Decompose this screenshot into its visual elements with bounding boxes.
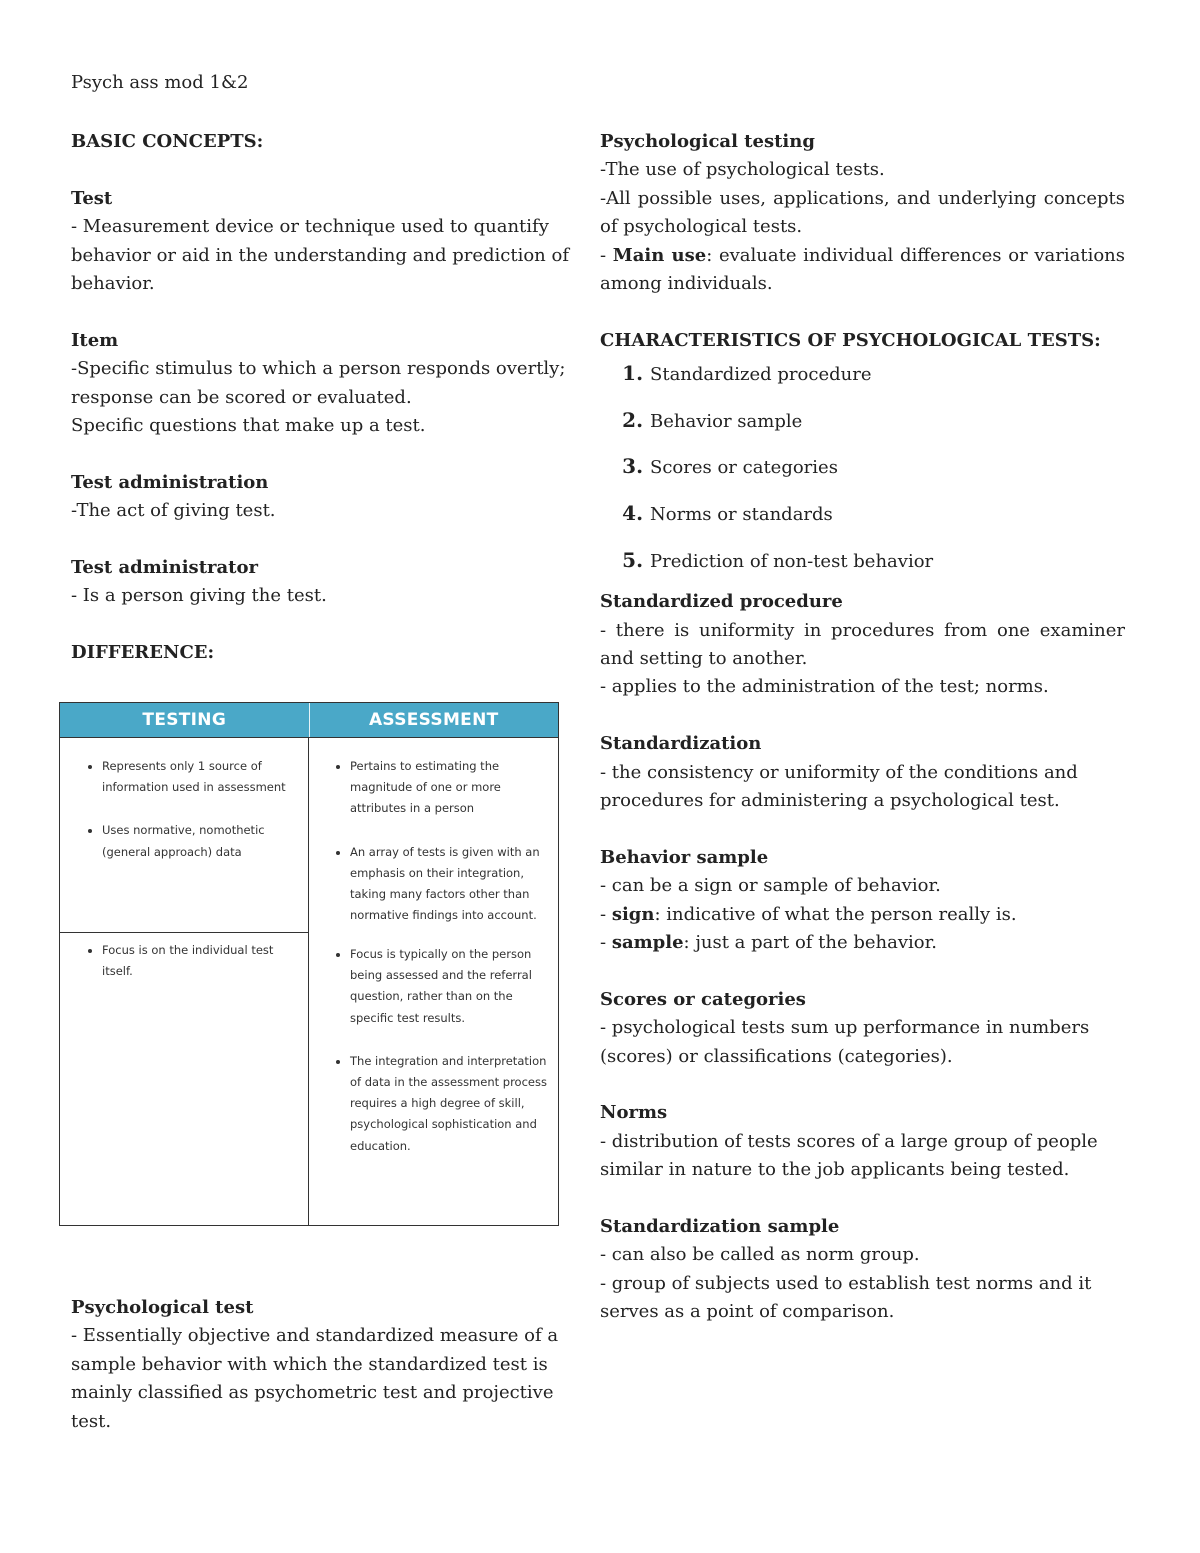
assessment-cell-top xyxy=(330,756,555,948)
standardized-procedure-heading: Standardized procedure xyxy=(600,591,843,613)
list-item: 1. Standardized procedure xyxy=(650,359,1125,389)
list-item: • Uses normative, nomothetic (general approach) data xyxy=(102,820,292,862)
list-item: 2. Behavior sample xyxy=(650,406,1125,436)
list-item: • The integration and interpretation of data in the assessment process requires a high degree of skill, psychological sophistication and education. xyxy=(350,1051,555,1157)
psychological-test-section xyxy=(71,1294,586,1436)
basic-concepts-heading: BASIC CONCEPTS: xyxy=(71,131,264,152)
right-column xyxy=(600,128,1125,1327)
testing-cell-top xyxy=(82,756,292,885)
column-divider xyxy=(308,738,309,1226)
characteristics-heading: CHARACTERISTICS OF PSYCHOLOGICAL TESTS: xyxy=(600,329,1101,351)
testing-cell-bottom xyxy=(82,940,297,1004)
testing-column-header: TESTING xyxy=(60,703,310,737)
list-item: • Represents only 1 source of information used in assessment xyxy=(102,756,292,798)
test-administrator-heading: Test administrator xyxy=(71,557,258,579)
main-use-line xyxy=(600,242,1125,299)
prefix: - xyxy=(600,932,612,954)
sign-text: : indicative of what the person really is. xyxy=(654,903,1017,925)
left-column xyxy=(71,128,586,668)
list-item: • Pertains to estimating the magnitude of one or more attributes in a person xyxy=(350,756,555,820)
characteristics-list xyxy=(600,359,1125,575)
psychological-testing-heading: Psychological testing xyxy=(600,131,815,152)
standardization-sample-definition: - can also be called as norm group. xyxy=(600,1244,920,1266)
scores-heading: Scores or categories xyxy=(600,988,806,1010)
behavior-sample-definition: - can be a sign or sample of behavior. xyxy=(600,875,941,897)
behavior-sample-heading: Behavior sample xyxy=(600,846,769,868)
sign-line xyxy=(600,901,1125,929)
test-heading: Test xyxy=(71,187,113,209)
list-item: • Focus is on the individual test itself. xyxy=(102,940,297,982)
item-definition-2: Specific questions that make up a test. xyxy=(71,415,426,437)
sign-label: sign xyxy=(611,903,655,925)
list-item: • An array of tests is given with an emphasis on their integration, taking many factors other than normative findings into account. xyxy=(350,842,555,927)
standardized-procedure-definition: - there is uniformity in procedures from one examiner and setting to another. xyxy=(600,619,1125,670)
assessment-column-header: ASSESSMENT xyxy=(368,710,499,730)
norms-heading: Norms xyxy=(600,1102,668,1124)
sample-line xyxy=(600,929,1125,957)
main-use-text: : evaluate individual differences or variations among individuals. xyxy=(600,244,1126,295)
row-divider xyxy=(60,932,308,933)
psychological-test-definition: - Essentially objective and standardized measure of a sample behavior with which the standardized test is mainly classified as psychometric test and projective test. xyxy=(71,1325,559,1432)
item-heading: Item xyxy=(71,329,119,351)
difference-heading: DIFFERENCE: xyxy=(71,642,215,664)
document-title: Psych ass mod 1&2 xyxy=(71,72,249,93)
psychological-test-heading: Psychological test xyxy=(71,1297,254,1318)
test-administrator-definition: - Is a person giving the test. xyxy=(71,585,327,607)
standardization-definition: - the consistency or uniformity of the conditions and procedures for administering a psychological test. xyxy=(600,761,1078,812)
psychological-testing-definition-2: -All possible uses, applications, and underlying concepts of psychological tests. xyxy=(600,187,1125,238)
standardization-sample-heading: Standardization sample xyxy=(600,1216,840,1238)
standardization-sample-definition-2: - group of subjects used to establish test norms and it serves as a point of comparison. xyxy=(600,1272,1092,1323)
table-body xyxy=(60,738,558,1226)
sample-text: : just a part of the behavior. xyxy=(683,932,937,954)
list-item: 4. Norms or standards xyxy=(650,499,1125,529)
assessment-cell-bottom xyxy=(330,944,555,1179)
table-header xyxy=(60,703,558,738)
test-administration-definition: -The act of giving test. xyxy=(71,500,276,522)
standardized-procedure-definition-2: - applies to the administration of the test; norms. xyxy=(600,676,1049,698)
standardization-heading: Standardization xyxy=(600,733,762,755)
prefix: - xyxy=(600,903,612,925)
item-definition: -Specific stimulus to which a person responds overtly; response can be scored or evaluated. xyxy=(71,358,566,408)
test-definition: - Measurement device or technique used to quantify behavior or aid in the understanding and prediction of behavior. xyxy=(71,216,569,295)
test-administration-heading: Test administration xyxy=(71,471,269,493)
prefix: - xyxy=(600,244,613,266)
list-item: 3. Scores or categories xyxy=(650,452,1125,482)
list-item: • Focus is typically on the person being assessed and the referral question, rather than on the specific test results. xyxy=(350,944,555,1029)
norms-definition: - distribution of tests scores of a large group of people similar in nature to the job applicants being tested. xyxy=(600,1130,1098,1181)
sample-label: sample xyxy=(611,932,684,954)
testing-vs-assessment-table xyxy=(59,702,559,1226)
list-item: 5. Prediction of non-test behavior xyxy=(650,546,1125,576)
psychological-testing-definition: -The use of psychological tests. xyxy=(600,159,885,181)
scores-definition: - psychological tests sum up performance in numbers (scores) or classifications (categories). xyxy=(600,1017,1090,1067)
main-use-label: Main use xyxy=(612,244,707,266)
